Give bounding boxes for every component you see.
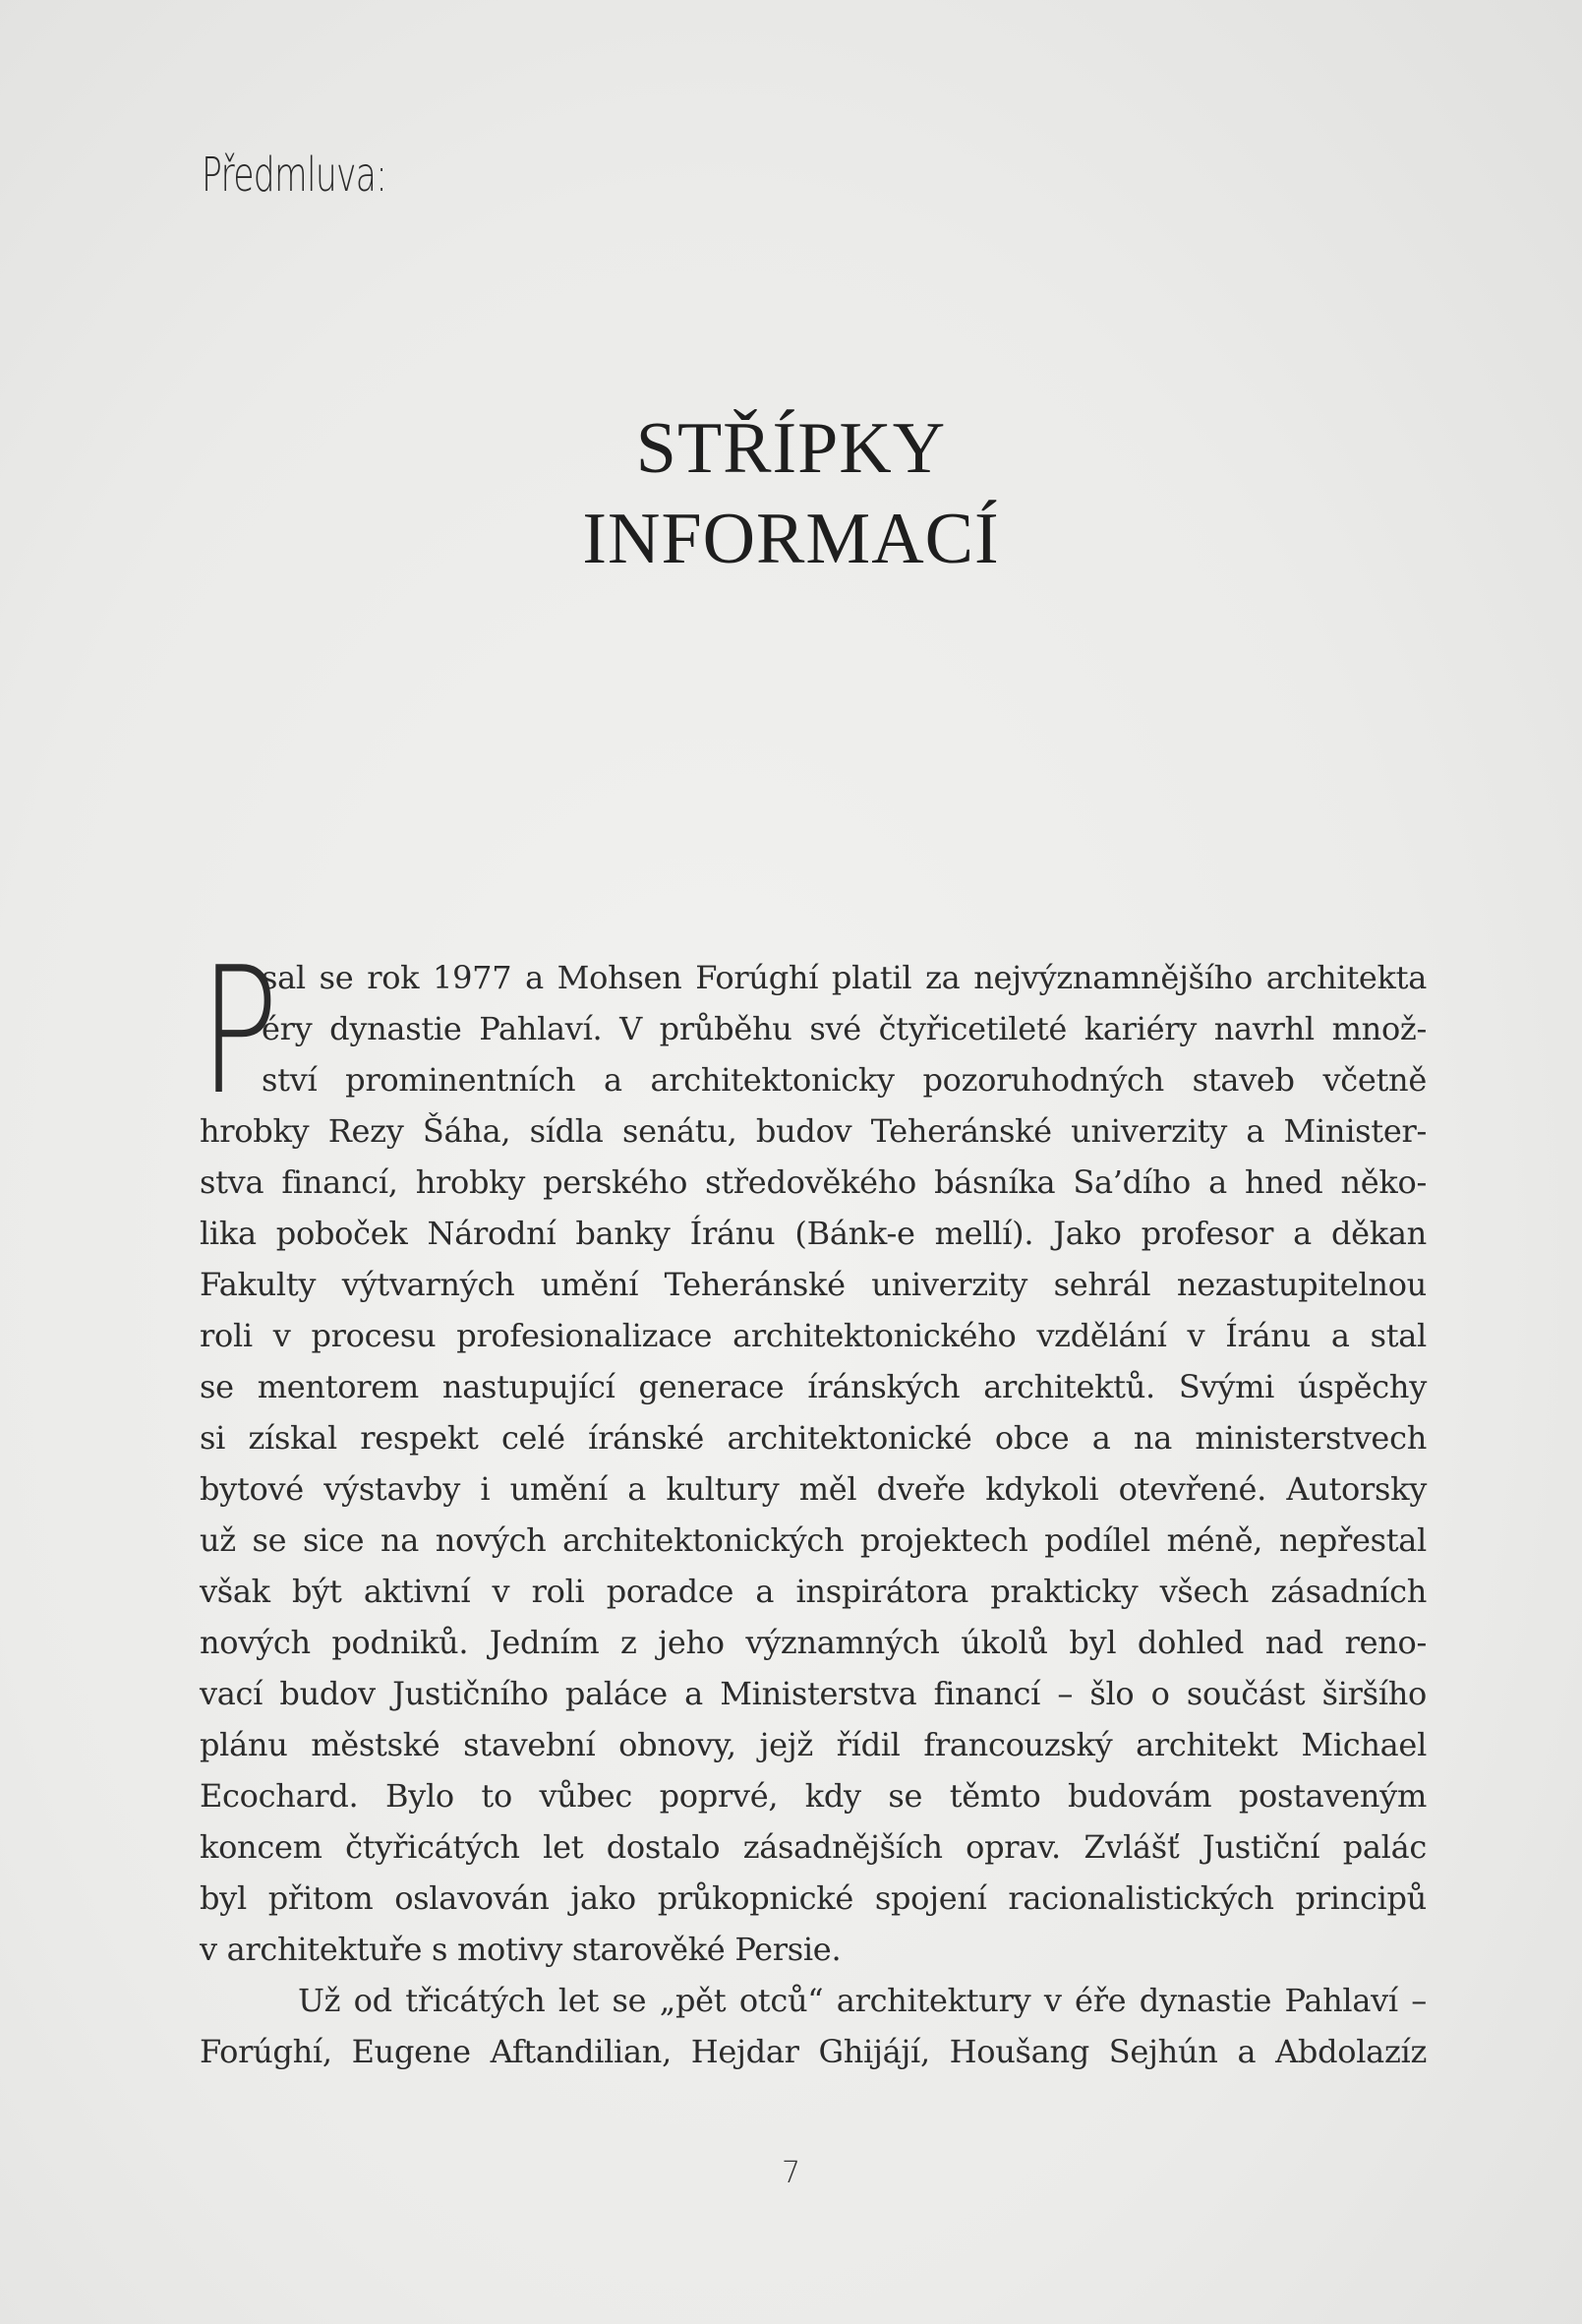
text-line: už se sice na nových architektonických projektech podílel méně, nepřestal [200, 1521, 1427, 1559]
paragraph-1 [200, 929, 1427, 1975]
text-line: byl přitom oslavován jako průkopnické spojení racionalistických principů [200, 1879, 1427, 1917]
text-line: sal se rok 1977 a Mohsen Forúghí platil za nejvýznamnějšího architekta [262, 959, 1427, 996]
text-line: koncem čtyřicátých let dostalo zásadnějších oprav. Zvlášť Justiční palác [200, 1828, 1427, 1866]
text-line: však být aktivní v roli poradce a inspirátora prakticky všech zásadních [200, 1573, 1427, 1610]
text-line: bytové výstavby i umění a kultury měl dveře kdykoli otevřené. Autorsky [200, 1470, 1427, 1508]
text-line: Už od třicátých let se „pět otců“ architektury v éře dynastie Pahlaví – [298, 1982, 1427, 2019]
text-line: éry dynastie Pahlaví. V průběhu své čtyřicetileté kariéry navrhl množ- [262, 1010, 1427, 1047]
text-line: stva financí, hrobky perského středověkého básníka Sa’dího a hned něko- [200, 1163, 1427, 1201]
text-line: si získal respekt celé íránské architektonické obce a na ministerstvech [200, 1419, 1427, 1457]
text-line: Forúghí, Eugene Aftandilian, Hejdar Ghijájí, Houšang Sejhún a Abdolazíz [200, 2033, 1427, 2070]
drop-cap: P [200, 929, 279, 1133]
page-number: 7 [781, 2156, 801, 2190]
text-line: nových podniků. Jedním z jeho významných úkolů byl dohled nad reno- [200, 1624, 1427, 1661]
text-line: se mentorem nastupující generace íránských architektů. Svými úspěchy [200, 1368, 1427, 1405]
text-line: vací budov Justičního paláce a Ministerstva financí – šlo o součást širšího [200, 1675, 1427, 1712]
text-line: lika poboček Národní banky Íránu (Bánk-e mellí). Jako profesor a děkan [200, 1215, 1427, 1252]
text-line: Ecochard. Bylo to vůbec poprvé, kdy se těmto budovám postaveným [200, 1777, 1427, 1815]
text-line: v architektuře s motivy starověké Persie. [200, 1931, 842, 1968]
paragraph-2 [200, 1975, 1427, 2077]
text-line: ství prominentních a architektonicky pozoruhodných staveb včetně [262, 1061, 1427, 1099]
chapter-title-line-2: INFORMACÍ [582, 499, 1000, 579]
text-line: Fakulty výtvarných umění Teheránské univerzity sehrál nezastupitelnou [200, 1266, 1427, 1303]
section-label: Předmluva: [202, 148, 387, 203]
chapter-title-line-1: STŘÍPKY [635, 408, 947, 489]
text-line: roli v procesu profesionalizace architektonického vzdělání v Íránu a stal [200, 1317, 1427, 1354]
chapter-title [0, 403, 1582, 584]
body-text [200, 929, 1427, 2077]
text-line: hrobky Rezy Šáha, sídla senátu, budov Teheránské univerzity a Minister- [200, 1112, 1427, 1150]
text-line: plánu městské stavební obnovy, jejž řídil francouzský architekt Michael [200, 1726, 1427, 1763]
